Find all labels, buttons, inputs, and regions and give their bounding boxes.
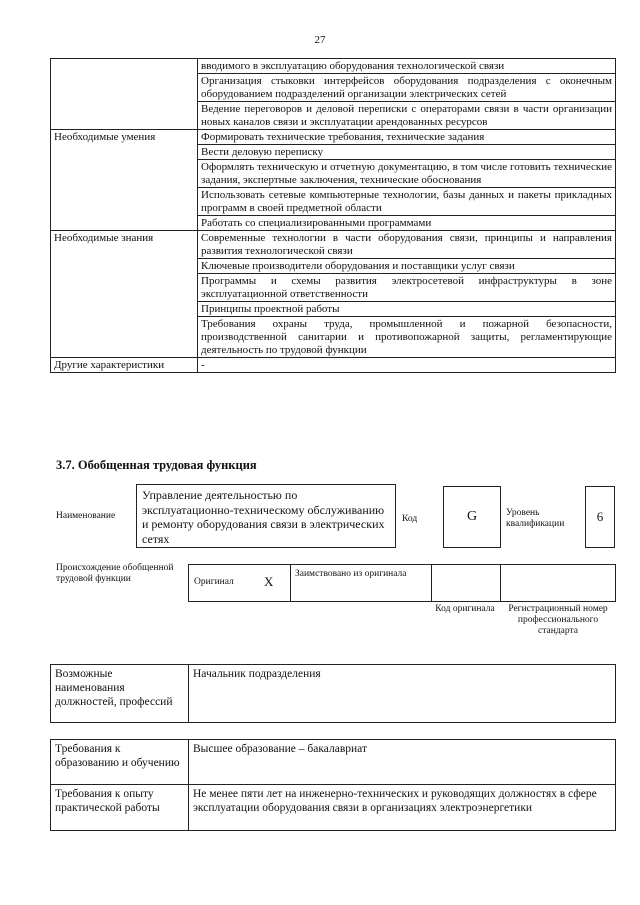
skill-row: Оформлять техническую и отчетную документацию, в том числе готовить технические задания, экспертные заключения, технические обоснования [198,160,616,188]
table-row [51,74,616,102]
skill-row: Использовать сетевые компьютерные технологии, базы данных и пакеты прикладных программ в своей предметной области [198,188,616,216]
knowledge-row: Принципы проектной работы [198,302,616,317]
section-heading: 3.7. Обобщенная трудовая функция [56,458,257,472]
other-label: Другие характеристики [51,358,198,373]
skill-row: Работать со специализированными программами [198,216,616,231]
knowledge-row: Ключевые производители оборудования и поставщики услуг связи [198,259,616,274]
divider [431,565,432,601]
positions-label: Возможные наименования должностей, профессий [51,665,189,723]
skill-row: Формировать технические требования, технические задания [198,130,616,145]
table-row [51,130,616,145]
work-action-row: Ведение переговоров и деловой переписки с операторами связи в части организации новых каналов связи и эксплуатации арендованных ресурсов [198,102,616,130]
original-label: Оригинал [194,577,234,587]
name-label: Наименование [56,511,116,521]
label-cell-empty [51,74,198,102]
work-action-row: вводимого в эксплуатацию оборудования технологической связи [198,59,616,74]
original-mark: X [264,574,274,589]
table-row [51,59,616,74]
requirements-table [50,739,616,831]
requirement-value: Не менее пяти лет на инженерно-технических и руководящих должностях в сфере эксплуатации оборудования связи в организациях электроэнергетики [189,785,616,831]
code-box: G [443,486,501,548]
knowledge-row: Программы и схемы развития электросетевой инфраструктуры в зоне эксплуатационной ответственности [198,274,616,302]
divider [500,565,501,601]
code-caption: Код оригинала [435,604,495,614]
table-row [51,358,616,373]
borrowed-label: Заимствовано из оригинала [295,569,407,579]
other-value: - [198,358,616,373]
origin-label: Происхождение обобщенной трудовой функции [56,563,174,584]
label-cell-empty [51,59,198,74]
table-row [51,102,616,130]
work-action-row: Организация стыковки интерфейсов оборудования подразделения с оконечным оборудованием подразделений организации электрических сетей [198,74,616,102]
page-number: 27 [314,34,326,46]
positions-value: Начальник подразделения [189,665,616,723]
table-row [51,665,616,723]
competency-table [50,58,616,373]
label-cell-empty [51,102,198,130]
divider [290,565,291,601]
skills-label: Необходимые умения [51,130,198,231]
level-box: 6 [585,486,615,548]
table-row [51,785,616,831]
table-row [51,740,616,785]
skill-row: Вести деловую переписку [198,145,616,160]
requirement-value: Высшее образование – бакалавриат [189,740,616,785]
reg-caption: Регистрационный номер профессионального стандарта [508,604,608,636]
code-label: Код [402,514,418,524]
requirement-label: Требования к опыту практической работы [51,785,189,831]
level-label: Уровень квалификации [506,508,565,529]
positions-table [50,664,616,723]
origin-box [188,564,616,602]
knowledge-row: Требования охраны труда, промышленной и пожарной безопасности, производственной санитарии и противопожарной защиты, регламентирующие деятельность по трудовой функции [198,317,616,358]
table-row [51,231,616,259]
function-name-box: Управление деятельностью по эксплуатационно-техническому обслуживанию и ремонту оборудования связи в электрических сетях [136,484,396,548]
knowledge-row: Современные технологии в части оборудования связи, принципы и направления развития технологической связи [198,231,616,259]
requirement-label: Требования к образованию и обучению [51,740,189,785]
knowledge-label: Необходимые знания [51,231,198,358]
